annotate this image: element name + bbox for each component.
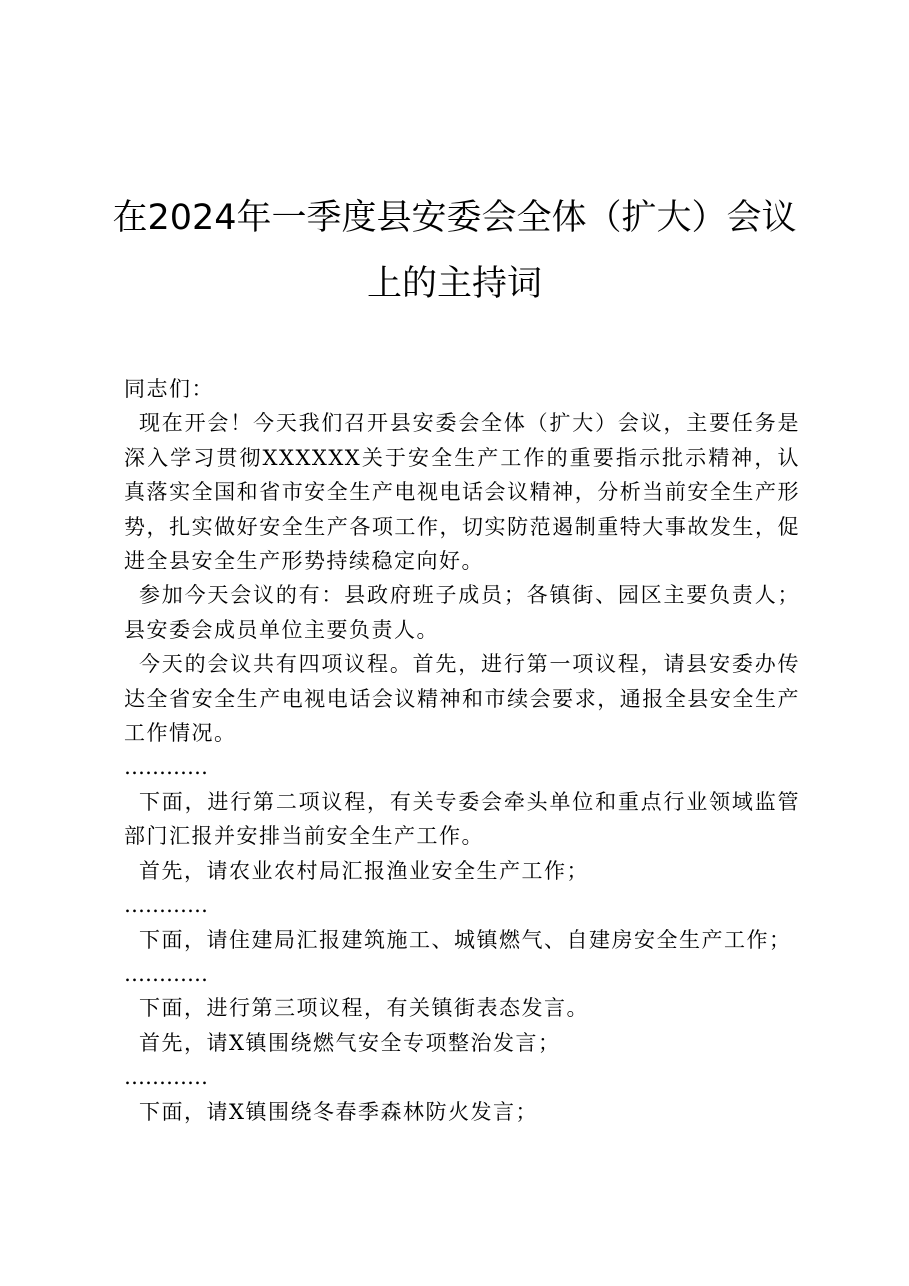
paragraph-town-gas: 首先，请X镇围绕燃气安全专项整治发言；: [139, 1030, 561, 1055]
document-title-line-1: 在2024年一季度县安委会全体（扩大）会议: [112, 198, 797, 238]
paragraph-attendees: 参加今天会议的有：县政府班子成员；各镇街、园区主要负责人；县安委会成员单位主要负责人。: [124, 583, 800, 642]
paragraph-housing: 下面，请住建局汇报建筑施工、城镇燃气、自建房安全生产工作；: [139, 927, 792, 952]
ellipsis-line: …………: [124, 755, 208, 780]
paragraph-agenda-1: 今天的会议共有四项议程。首先，进行第一项议程，请县安委办传达全省安全生产电视电话会议精神和市续会要求，通报全县安全生产工作情况。: [124, 652, 800, 746]
paragraph-agenda-3: 下面，进行第三项议程，有关镇街表态发言。: [139, 996, 589, 1021]
ellipsis-line: …………: [124, 961, 208, 986]
document-body: [124, 372, 800, 1129]
ellipsis-line: …………: [124, 893, 208, 918]
document-title-line-2: 上的主持词: [366, 264, 542, 304]
ellipsis-line: …………: [124, 1065, 208, 1090]
paragraph-agriculture: 首先，请农业农村局汇报渔业安全生产工作；: [139, 858, 589, 883]
paragraph-agenda-2: 下面，进行第二项议程，有关专委会牵头单位和重点行业领域监管部门汇报并安排当前安全生产工作。: [124, 789, 800, 849]
paragraph-town-forest: 下面，请X镇围绕冬春季森林防火发言；: [139, 1099, 538, 1124]
paragraph-opening: 现在开会！今天我们召开县安委会全体（扩大）会议，主要任务是深入学习贯彻XXXXXX关于安全生产工作的重要指示批示精神，认真落实全国和省市安全生产电视电话会议精神，分析当前安全生产形势，扎实做好安全生产各项工作，切实防范遏制重特大事故发生，促进全县安全生产形势持续稳定向好。: [124, 411, 800, 574]
salutation: 同志们：: [124, 377, 214, 401]
